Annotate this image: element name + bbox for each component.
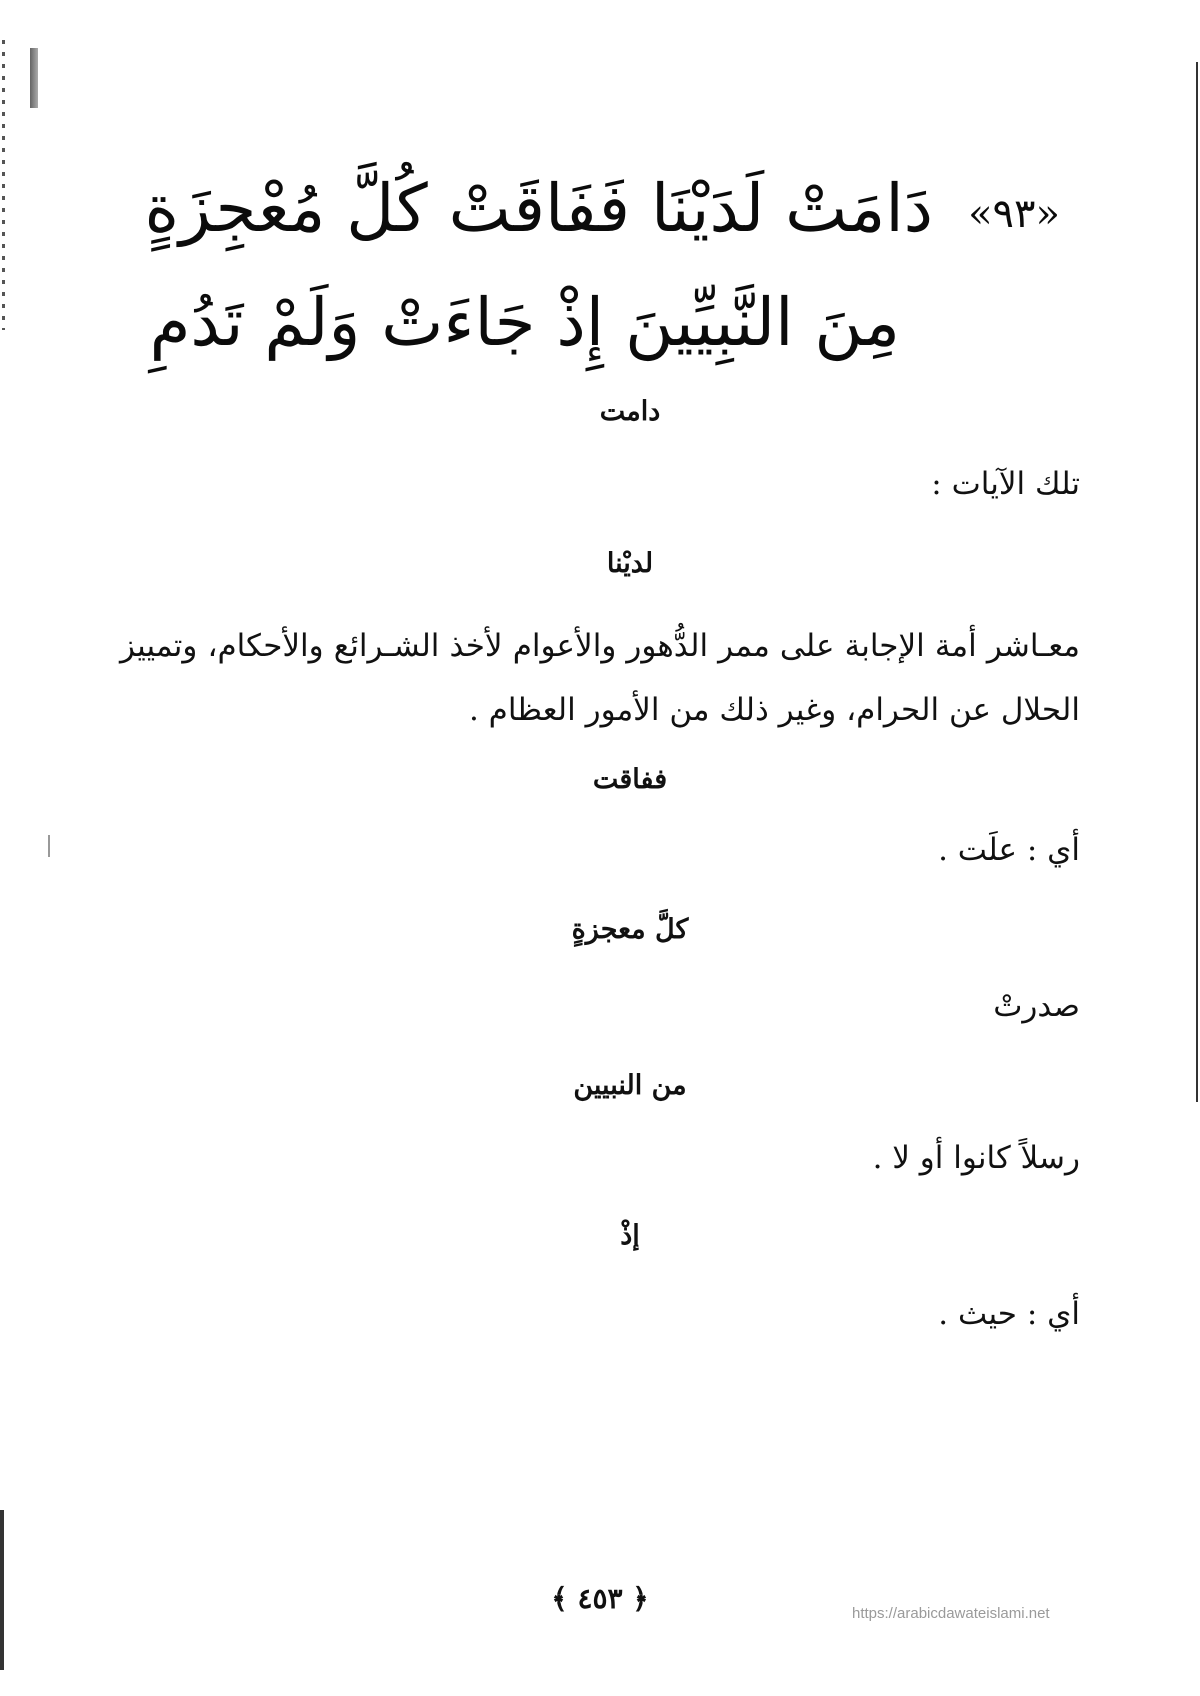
- page-edge-line: [1196, 62, 1198, 1102]
- section-text: رسلاً كانوا أو لا .: [872, 1140, 1080, 1176]
- scan-edge-dots: [2, 40, 5, 330]
- section-heading: لديْنا: [606, 548, 654, 579]
- verse-line-2: مِنَ النَّبِيِّينَ إِذْ جَاءَتْ وَلَمْ تَدُمِ: [149, 284, 900, 361]
- watermark-url: https://arabicdawateislami.net: [852, 1605, 1050, 1622]
- scan-edge-mark: [30, 48, 38, 108]
- page-number: ﴿ ٤٥٣ ﴾: [551, 1582, 649, 1615]
- verse-number: «٩٣»: [968, 191, 1060, 237]
- section-text: تلك الآيات :: [931, 466, 1080, 502]
- section-heading: من النبيين: [573, 1070, 687, 1101]
- section-text: صدرتْ: [993, 988, 1080, 1024]
- section-text: أي : علَت .: [938, 832, 1080, 868]
- verse-line-1-text: دَامَتْ لَدَيْنَا فَفَاقَتْ كُلَّ مُعْجِزَةٍ: [144, 170, 934, 247]
- section-text: أي : حيث .: [938, 1296, 1080, 1332]
- verse-line-1: [144, 170, 1060, 247]
- section-paragraph: معـاشر أمة الإجابة على ممر الدُّهور والأعوام لأخذ الشـرائع والأحكام، وتمييز الحلال عن الحرام، وغير ذلك من الأمور العظام .: [120, 628, 1080, 728]
- section-heading: كلَّ معجزةٍ: [571, 914, 689, 945]
- section-heading: ففاقت: [592, 764, 668, 795]
- scan-edge-tick: [48, 835, 50, 857]
- section-heading: إذْ: [620, 1220, 640, 1251]
- section-heading: دامت: [599, 396, 661, 427]
